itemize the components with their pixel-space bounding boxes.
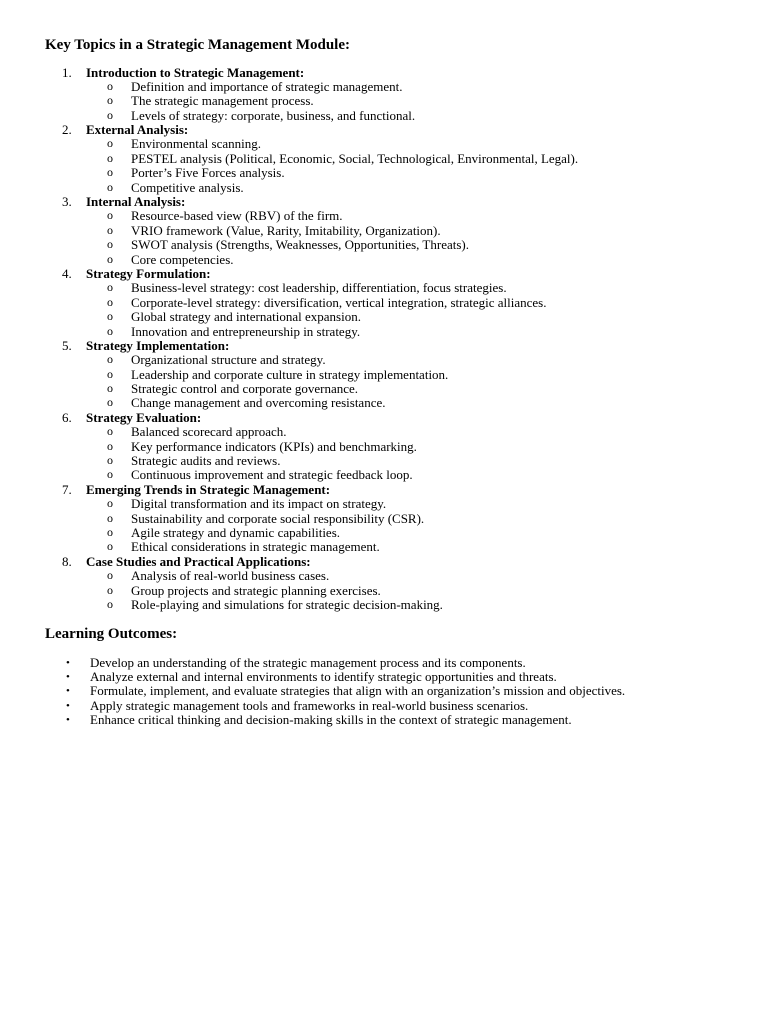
circle-bullet-icon: o	[107, 251, 113, 266]
circle-bullet-icon: o	[107, 568, 113, 583]
circle-bullet-icon: o	[107, 165, 113, 180]
circle-bullet-icon: o	[107, 78, 113, 93]
subtopic-item	[0, 425, 768, 439]
subtopic-text: Porter’s Five Forces analysis.	[131, 165, 285, 181]
topic-title: Strategy Formulation:	[86, 265, 211, 281]
topic-item	[0, 66, 768, 124]
page-title: Key Topics in a Strategic Management Module:	[45, 37, 350, 53]
topic-item	[0, 411, 768, 483]
topic-item	[0, 339, 768, 411]
outcome-text: Enhance critical thinking and decision-making skills in the context of strategic management.	[90, 712, 572, 728]
subtopic-item	[0, 238, 768, 252]
topic-item	[0, 123, 768, 195]
topic-title: Internal Analysis:	[86, 194, 186, 210]
circle-bullet-icon: o	[107, 280, 113, 295]
circle-bullet-icon: o	[107, 237, 113, 252]
subtopic-text: Key performance indicators (KPIs) and benchmarking.	[131, 438, 417, 454]
subtopic-text: VRIO framework (Value, Rarity, Imitability, Organization).	[131, 222, 441, 238]
subtopic-list	[0, 497, 768, 555]
circle-bullet-icon: o	[107, 525, 113, 539]
subtopic-list	[0, 281, 768, 339]
subtopic-text: Organizational structure and strategy.	[131, 352, 326, 368]
subtopic-text: Balanced scorecard approach.	[131, 424, 287, 440]
subtopic-list	[0, 80, 768, 123]
circle-bullet-icon: o	[107, 453, 113, 468]
topic-title: Strategy Implementation:	[86, 337, 230, 353]
topic-item	[0, 267, 768, 339]
topic-number: 7.	[62, 481, 72, 497]
circle-bullet-icon: o	[107, 208, 113, 223]
topic-header	[0, 483, 768, 497]
subtopic-item	[0, 468, 768, 482]
subtopic-item	[0, 353, 768, 367]
topic-header	[0, 339, 768, 353]
subtopic-item	[0, 440, 768, 454]
circle-bullet-icon: o	[107, 510, 113, 525]
outcome-text: Apply strategic management tools and frameworks in real-world business scenarios.	[90, 697, 529, 713]
circle-bullet-icon: o	[107, 352, 113, 367]
outcome-text: Develop an understanding of the strategic management process and its components.	[90, 654, 526, 670]
circle-bullet-icon: o	[107, 596, 113, 611]
learning-outcomes-heading: Learning Outcomes:	[45, 626, 178, 642]
topic-number: 5.	[62, 337, 72, 353]
topic-title: Emerging Trends in Strategic Management:	[86, 481, 331, 497]
circle-bullet-icon: o	[107, 323, 113, 338]
topic-header	[0, 267, 768, 281]
topic-title: Case Studies and Practical Applications:	[86, 553, 311, 569]
circle-bullet-icon: o	[107, 539, 113, 554]
subtopic-text: Leadership and corporate culture in strategy implementation.	[131, 366, 449, 382]
subtopic-text: Corporate-level strategy: diversification, vertical integration, strategic alliances.	[131, 294, 547, 310]
subtopic-item	[0, 281, 768, 295]
subtopic-list	[0, 353, 768, 411]
subtopic-text: Core competencies.	[131, 251, 234, 267]
subtopic-item	[0, 310, 768, 324]
subtopic-item	[0, 166, 768, 180]
bullet-icon: •	[66, 714, 70, 727]
subtopic-item	[0, 80, 768, 94]
topic-item	[0, 195, 768, 267]
subtopic-text: Global strategy and international expansion.	[131, 309, 361, 325]
outcome-item	[0, 670, 768, 684]
circle-bullet-icon: o	[107, 424, 113, 439]
outcome-item	[0, 684, 768, 698]
subtopic-text: Role-playing and simulations for strategic decision-making.	[131, 596, 443, 612]
subtopic-item	[0, 109, 768, 123]
topic-header	[0, 555, 768, 569]
topic-number: 6.	[62, 409, 72, 425]
subtopic-text: Resource-based view (RBV) of the firm.	[131, 208, 343, 224]
subtopic-list	[0, 209, 768, 267]
topic-number: 2.	[62, 122, 72, 138]
subtopic-text: Sustainability and corporate social responsibility (CSR).	[131, 510, 425, 526]
subtopic-item	[0, 540, 768, 554]
subtopic-item	[0, 325, 768, 339]
subtopic-text: Strategic audits and reviews.	[131, 453, 281, 469]
subtopic-text: PESTEL analysis (Political, Economic, Social, Technological, Environmental, Legal).	[131, 150, 579, 166]
subtopic-text: Levels of strategy: corporate, business, and functional.	[131, 107, 416, 123]
bullet-icon: •	[66, 685, 70, 698]
subtopic-item	[0, 497, 768, 511]
circle-bullet-icon: o	[107, 366, 113, 381]
circle-bullet-icon: o	[107, 582, 113, 597]
subtopic-text: Business-level strategy: cost leadership, differentiation, focus strategies.	[131, 280, 507, 296]
bullet-icon: •	[66, 670, 70, 683]
topics-list	[0, 66, 768, 613]
subtopic-text: Analysis of real-world business cases.	[131, 568, 330, 584]
subtopic-text: Group projects and strategic planning exercises.	[131, 582, 381, 598]
subtopic-item	[0, 512, 768, 526]
topic-title: Strategy Evaluation:	[86, 409, 202, 425]
subtopic-item	[0, 569, 768, 583]
topic-number: 4.	[62, 265, 72, 281]
topic-item	[0, 483, 768, 555]
circle-bullet-icon: o	[107, 395, 113, 410]
subtopic-item	[0, 137, 768, 151]
circle-bullet-icon: o	[107, 93, 113, 108]
circle-bullet-icon: o	[107, 438, 113, 453]
topic-title: Introduction to Strategic Management:	[86, 64, 305, 80]
circle-bullet-icon: o	[107, 107, 113, 122]
subtopic-list	[0, 137, 768, 195]
circle-bullet-icon: o	[107, 381, 113, 396]
topic-item	[0, 555, 768, 613]
subtopic-text: Agile strategy and dynamic capabilities.	[131, 525, 341, 540]
topic-header	[0, 66, 768, 80]
circle-bullet-icon: o	[107, 136, 113, 151]
subtopic-item	[0, 382, 768, 396]
subtopic-text: Continuous improvement and strategic feedback loop.	[131, 467, 413, 483]
subtopic-list	[0, 425, 768, 483]
topic-header	[0, 195, 768, 209]
topic-number: 3.	[62, 194, 72, 210]
subtopic-text: Change management and overcoming resistance.	[131, 395, 386, 411]
subtopic-text: SWOT analysis (Strengths, Weaknesses, Opportunities, Threats).	[131, 237, 469, 253]
subtopic-text: Definition and importance of strategic management.	[131, 78, 403, 94]
topic-number: 1.	[62, 64, 72, 80]
topic-header	[0, 123, 768, 137]
bullet-icon: •	[66, 656, 70, 669]
subtopic-item	[0, 598, 768, 612]
subtopic-item	[0, 224, 768, 238]
subtopic-item	[0, 152, 768, 166]
subtopic-item	[0, 454, 768, 468]
subtopic-item	[0, 584, 768, 598]
subtopic-item	[0, 94, 768, 108]
outcome-text: Analyze external and internal environments to identify strategic opportunities and threats.	[90, 668, 557, 684]
subtopic-text: Digital transformation and its impact on strategy.	[131, 496, 387, 512]
subtopic-text: Ethical considerations in strategic management.	[131, 539, 380, 555]
outcome-item	[0, 656, 768, 670]
subtopic-item	[0, 181, 768, 195]
subtopic-text: Strategic control and corporate governance.	[131, 381, 359, 397]
subtopic-item	[0, 209, 768, 223]
subtopic-item	[0, 296, 768, 310]
bullet-icon: •	[66, 699, 70, 712]
circle-bullet-icon: o	[107, 496, 113, 511]
topic-title: External Analysis:	[86, 122, 189, 138]
circle-bullet-icon: o	[107, 294, 113, 309]
circle-bullet-icon: o	[107, 179, 113, 194]
subtopic-item	[0, 368, 768, 382]
subtopic-text: Competitive analysis.	[131, 179, 244, 195]
topic-header	[0, 411, 768, 425]
subtopic-text: The strategic management process.	[131, 93, 314, 109]
circle-bullet-icon: o	[107, 467, 113, 482]
subtopic-list	[0, 569, 768, 612]
subtopic-text: Innovation and entrepreneurship in strategy.	[131, 323, 361, 339]
topic-number: 8.	[62, 553, 72, 569]
outcome-item	[0, 713, 768, 727]
circle-bullet-icon: o	[107, 222, 113, 237]
circle-bullet-icon: o	[107, 309, 113, 324]
subtopic-item	[0, 526, 768, 540]
subtopic-text: Environmental scanning.	[131, 136, 261, 152]
subtopic-item	[0, 396, 768, 410]
subtopic-item	[0, 253, 768, 267]
outcome-item	[0, 699, 768, 713]
outcome-text: Formulate, implement, and evaluate strategies that align with an organization’s mission and objectives.	[90, 683, 626, 699]
outcomes-list	[0, 656, 768, 728]
circle-bullet-icon: o	[107, 150, 113, 165]
